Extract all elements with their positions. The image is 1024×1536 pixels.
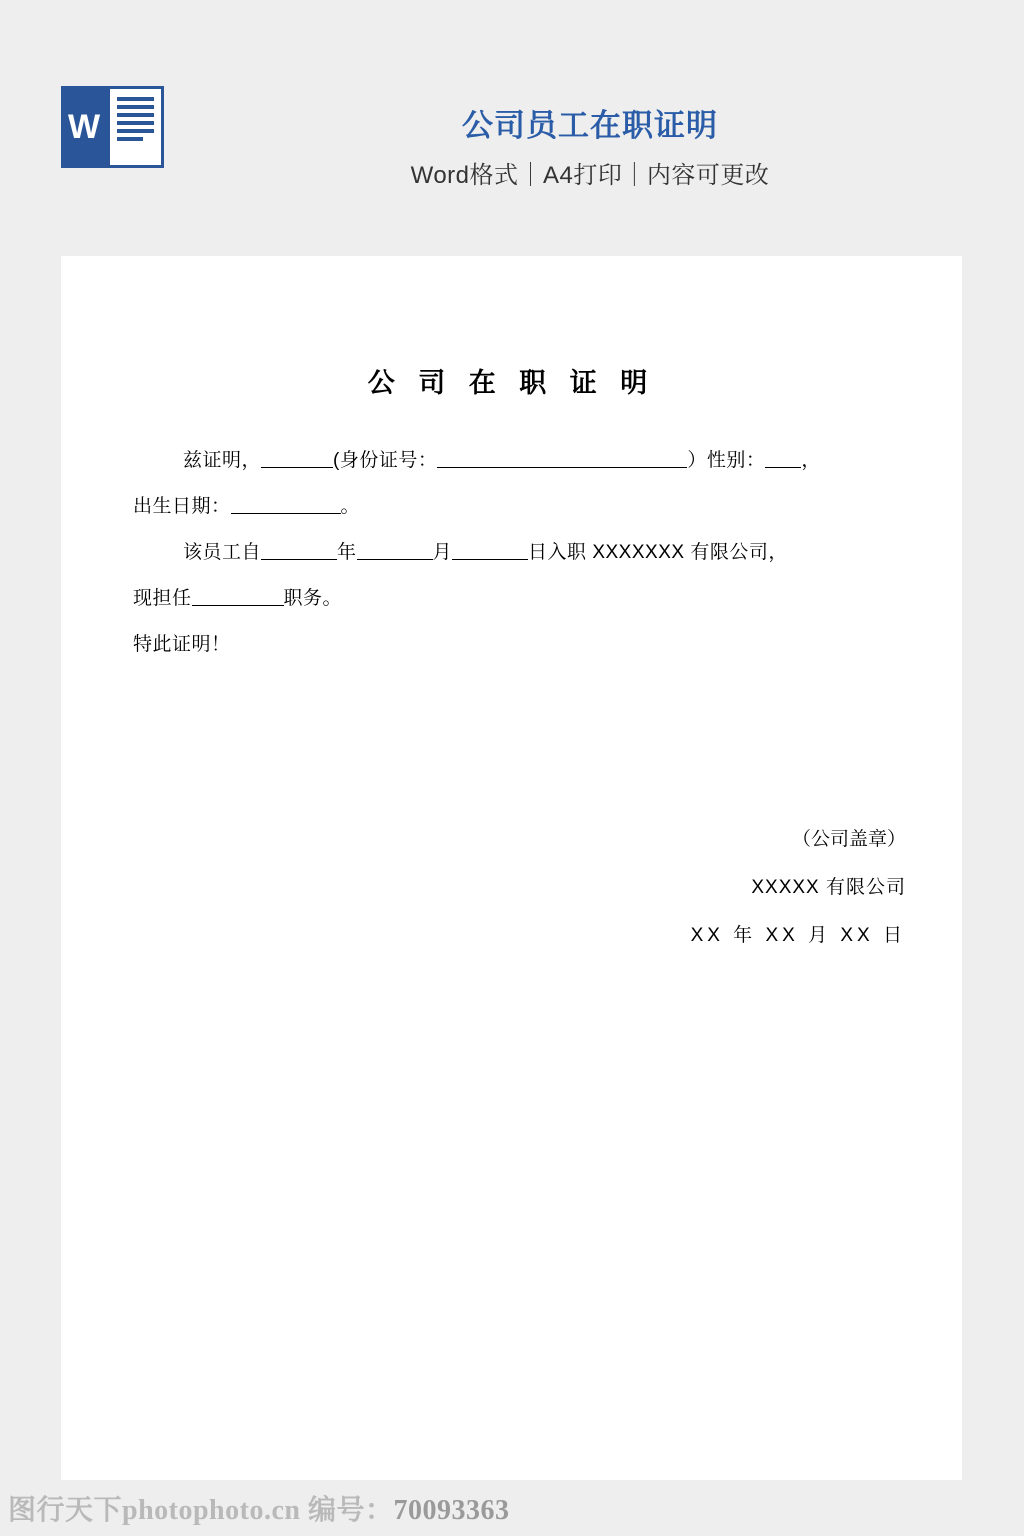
- blank-year: [261, 540, 337, 560]
- word-logo-lines: [117, 97, 154, 157]
- position-suffix: 职务。: [283, 588, 343, 609]
- blank-position: [192, 586, 284, 606]
- page-header: [0, 0, 1024, 256]
- hereby-certify-text: 特此证明！: [133, 634, 231, 655]
- blank-month: [357, 540, 433, 560]
- word-logo-page-block: [107, 86, 164, 168]
- join-company-text: 日入职 XXXXXXX 有限公司，: [528, 542, 788, 563]
- footer-watermark: [0, 1480, 1024, 1536]
- word-logo-letter: W: [67, 108, 101, 146]
- comma-1: ，: [801, 450, 821, 471]
- watermark-id: 70093363: [393, 1495, 510, 1526]
- blank-name: [261, 448, 333, 468]
- company-seal-note: （公司盖章）: [791, 829, 906, 850]
- watermark-text: [8, 1488, 509, 1528]
- year-label: 年: [337, 542, 357, 563]
- paragraph-line-3: [133, 530, 913, 576]
- certify-text: 兹证明，: [183, 450, 262, 471]
- document-page: [61, 256, 962, 1480]
- company-name: XXXXX 有限公司: [751, 877, 906, 898]
- paragraph-line-4: [133, 576, 913, 622]
- word-document-icon: [61, 86, 164, 168]
- blank-id-number: [437, 448, 687, 468]
- birthdate-label: 出生日期：: [133, 496, 231, 517]
- document-body: [133, 438, 913, 668]
- page-title: 公司员工在职证明: [462, 108, 718, 143]
- month-label: 月: [432, 542, 453, 563]
- paragraph-line-1: [133, 438, 913, 484]
- blank-gender: [765, 448, 801, 468]
- paragraph-line-5: [133, 622, 913, 668]
- blank-day: [452, 540, 528, 560]
- gender-label: ）性别：: [687, 450, 766, 471]
- document-title: 公 司 在 职 证 明: [367, 368, 656, 398]
- watermark-site: 图行天下photophoto.cn 编号：: [8, 1495, 394, 1526]
- employee-since-label: 该员工自: [183, 542, 262, 563]
- signature-block: [486, 816, 906, 960]
- position-label: 现担任: [133, 588, 192, 609]
- signature-date: XX 年 XX 月 XX 日: [690, 925, 906, 946]
- period-1: 。: [340, 496, 361, 517]
- page-subtitle: Word格式｜A4打印｜内容可更改: [410, 162, 770, 189]
- paragraph-line-2: [133, 484, 913, 530]
- id-label: (身份证号：: [333, 450, 438, 471]
- blank-birthdate: [231, 494, 341, 514]
- word-logo-letter-block: [61, 86, 107, 168]
